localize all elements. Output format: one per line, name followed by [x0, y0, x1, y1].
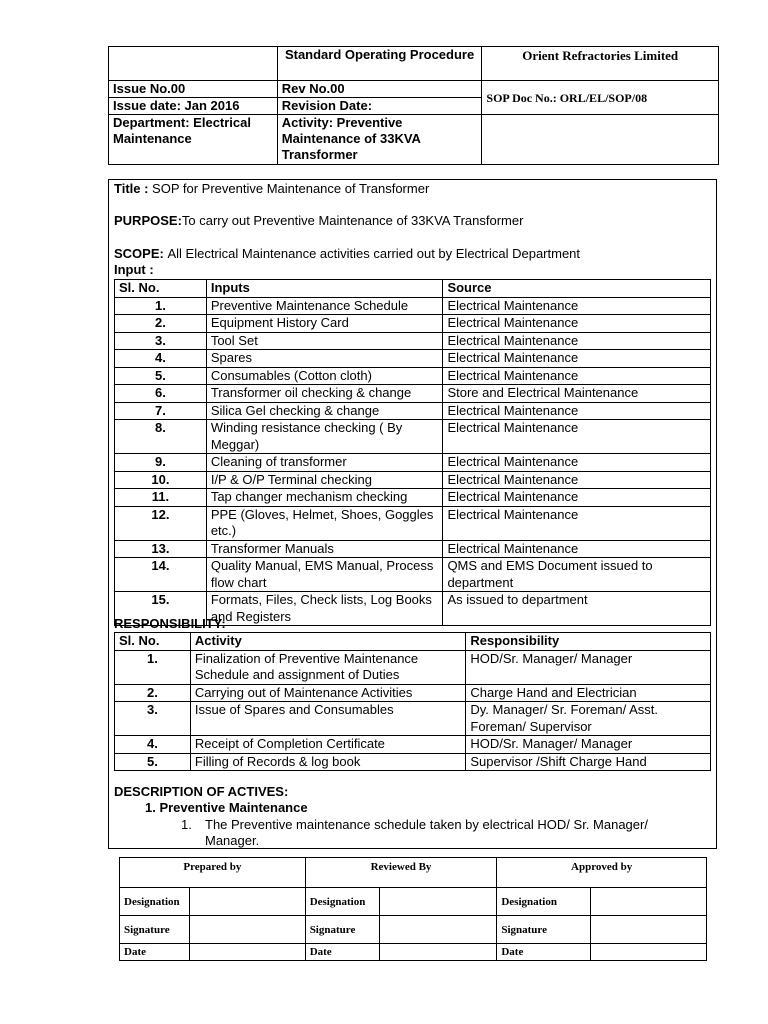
sop-title: Standard Operating Procedure: [277, 47, 482, 81]
approved-by-header: Approved by: [497, 858, 707, 888]
inputs-row: [115, 367, 711, 385]
inputs-row-sl-cell: 11.: [115, 489, 207, 507]
inputs-row-sl-cell: 7.: [115, 402, 207, 420]
resp-row-sl-cell: 1.: [115, 650, 191, 684]
header-empty-cell: [482, 115, 719, 165]
prepared-designation-label: Designation: [120, 888, 190, 916]
resp-row-responsibility-cell: HOD/Sr. Manager/ Manager: [466, 736, 711, 754]
inputs-row-source-cell: As issued to department: [443, 592, 711, 626]
inputs-row-input-cell: Cleaning of transformer: [206, 454, 443, 472]
resp-row-activity-cell: Receipt of Completion Certificate: [190, 736, 466, 754]
resp-header-responsibility: Responsibility: [466, 633, 711, 651]
inputs-row-input-cell: Tool Set: [206, 332, 443, 350]
rev-no: Rev No.00: [277, 81, 482, 98]
inputs-row-input-cell: PPE (Gloves, Helmet, Shoes, Goggles etc.): [206, 506, 443, 540]
inputs-row: [115, 315, 711, 333]
title-line: [114, 181, 429, 197]
document-header: [108, 46, 719, 165]
resp-row: [115, 650, 711, 684]
purpose-line: [114, 213, 523, 229]
reviewed-designation-label: Designation: [305, 888, 379, 916]
prepared-by-header: Prepared by: [120, 858, 306, 888]
inputs-row-input-cell: Transformer Manuals: [206, 540, 443, 558]
resp-row-sl-cell: 2.: [115, 684, 191, 702]
inputs-row-input-cell: Preventive Maintenance Schedule: [206, 297, 443, 315]
inputs-row-sl-cell: 3.: [115, 332, 207, 350]
inputs-row-source-cell: Electrical Maintenance: [443, 402, 711, 420]
inputs-row: [115, 420, 711, 454]
inputs-row-sl-cell: 2.: [115, 315, 207, 333]
inputs-row-sl-cell: 4.: [115, 350, 207, 368]
resp-row-sl-cell: 3.: [115, 702, 191, 736]
reviewed-signature-field: [379, 916, 497, 944]
inputs-row-sl-cell: 1.: [115, 297, 207, 315]
sop-doc-no: SOP Doc No.: ORL/EL/SOP/08: [482, 81, 719, 115]
inputs-row-source-cell: Electrical Maintenance: [443, 454, 711, 472]
inputs-row-source-cell: Electrical Maintenance: [443, 506, 711, 540]
inputs-row: [115, 297, 711, 315]
approval-table: [119, 857, 707, 961]
resp-row-responsibility-cell: HOD/Sr. Manager/ Manager: [466, 650, 711, 684]
inputs-row-source-cell: Electrical Maintenance: [443, 350, 711, 368]
resp-row: [115, 753, 711, 771]
sop-body: [108, 179, 717, 849]
inputs-row-source-cell: Electrical Maintenance: [443, 297, 711, 315]
inputs-row-input-cell: Quality Manual, EMS Manual, Process flow chart: [206, 558, 443, 592]
inputs-row-input-cell: Spares: [206, 350, 443, 368]
resp-row-responsibility-cell: Charge Hand and Electrician: [466, 684, 711, 702]
activity: Activity: Preventive Maintenance of 33KVA Transformer: [277, 115, 482, 165]
prepared-date-label: Date: [120, 944, 190, 961]
inputs-row: [115, 540, 711, 558]
prepared-signature-label: Signature: [120, 916, 190, 944]
inputs-row: [115, 489, 711, 507]
inputs-row-input-cell: Winding resistance checking ( By Meggar): [206, 420, 443, 454]
approved-date-field: [591, 944, 707, 961]
inputs-header-row: [115, 280, 711, 298]
inputs-row: [115, 402, 711, 420]
inputs-row: [115, 471, 711, 489]
revision-date: Revision Date:: [277, 98, 482, 115]
reviewed-signature-label: Signature: [305, 916, 379, 944]
inputs-row-sl-cell: 14.: [115, 558, 207, 592]
inputs-row-input-cell: Equipment History Card: [206, 315, 443, 333]
inputs-row-source-cell: Electrical Maintenance: [443, 471, 711, 489]
inputs-header-inputs: Inputs: [206, 280, 443, 298]
inputs-row: [115, 558, 711, 592]
company-name: Orient Refractories Limited: [482, 47, 719, 81]
prepared-designation-field: [189, 888, 305, 916]
purpose-label: PURPOSE:: [114, 213, 182, 228]
responsibility-label: RESPONSIBILITY:: [114, 616, 226, 631]
inputs-row-sl-cell: 5.: [115, 367, 207, 385]
responsibility-table: [114, 632, 711, 771]
inputs-row-input-cell: Transformer oil checking & change: [206, 385, 443, 403]
title-label: Title :: [114, 181, 153, 196]
approved-signature-label: Signature: [497, 916, 591, 944]
inputs-row-source-cell: Electrical Maintenance: [443, 489, 711, 507]
inputs-row-sl-cell: 13.: [115, 540, 207, 558]
inputs-row-source-cell: Electrical Maintenance: [443, 540, 711, 558]
inputs-row: [115, 454, 711, 472]
title-text: SOP for Preventive Maintenance of Transformer: [152, 181, 430, 196]
resp-row-activity-cell: Filling of Records & log book: [190, 753, 466, 771]
resp-row-activity-cell: Finalization of Preventive Maintenance Schedule and assignment of Duties: [190, 650, 466, 684]
inputs-row: [115, 332, 711, 350]
resp-header-sl: Sl. No.: [115, 633, 191, 651]
inputs-row-source-cell: Electrical Maintenance: [443, 315, 711, 333]
inputs-row-input-cell: I/P & O/P Terminal checking: [206, 471, 443, 489]
prepared-signature-field: [189, 916, 305, 944]
inputs-row-source-cell: Electrical Maintenance: [443, 367, 711, 385]
resp-row: [115, 684, 711, 702]
inputs-row: [115, 350, 711, 368]
inputs-row-sl-cell: 15.: [115, 592, 207, 626]
approved-designation-field: [591, 888, 707, 916]
inputs-row-input-cell: Tap changer mechanism checking: [206, 489, 443, 507]
input-label: Input :: [114, 262, 154, 277]
scope-label: SCOPE:: [114, 246, 168, 261]
resp-row: [115, 702, 711, 736]
inputs-row-source-cell: Store and Electrical Maintenance: [443, 385, 711, 403]
inputs-row-input-cell: Silica Gel checking & change: [206, 402, 443, 420]
inputs-row-sl-cell: 9.: [115, 454, 207, 472]
department: Department: Electrical Maintenance: [109, 115, 278, 165]
resp-row-activity-cell: Carrying out of Maintenance Activities: [190, 684, 466, 702]
inputs-row-source-cell: Electrical Maintenance: [443, 420, 711, 454]
resp-row-sl-cell: 5.: [115, 753, 191, 771]
inputs-row: [115, 385, 711, 403]
inputs-header-sl: Sl. No.: [115, 280, 207, 298]
purpose-text: To carry out Preventive Maintenance of 33KVA Transformer: [181, 213, 524, 228]
item-1-text-line2: Manager.: [205, 833, 260, 848]
description-label: DESCRIPTION OF ACTIVES:: [114, 784, 289, 799]
inputs-row-input-cell: Formats, Files, Check lists, Log Books and Registers: [206, 592, 443, 626]
approved-date-label: Date: [497, 944, 591, 961]
reviewed-date-label: Date: [305, 944, 379, 961]
prepared-date-field: [189, 944, 305, 961]
inputs-row-source-cell: QMS and EMS Document issued to department: [443, 558, 711, 592]
issue-date: Issue date: Jan 2016: [109, 98, 278, 115]
resp-row: [115, 736, 711, 754]
approved-designation-label: Designation: [497, 888, 591, 916]
scope-line: [114, 246, 580, 262]
inputs-row: [115, 506, 711, 540]
resp-row-sl-cell: 4.: [115, 736, 191, 754]
header-blank-cell: [109, 47, 278, 81]
inputs-row-sl-cell: 8.: [115, 420, 207, 454]
inputs-header-source: Source: [443, 280, 711, 298]
reviewed-designation-field: [379, 888, 497, 916]
scope-text: All Electrical Maintenance activities carried out by Electrical Department: [167, 246, 581, 261]
inputs-row-source-cell: Electrical Maintenance: [443, 332, 711, 350]
approved-signature-field: [591, 916, 707, 944]
reviewed-by-header: Reviewed By: [305, 858, 497, 888]
item-1-number: 1.: [181, 817, 192, 832]
reviewed-date-field: [379, 944, 497, 961]
resp-row-responsibility-cell: Dy. Manager/ Sr. Foreman/ Asst. Foreman/ Supervisor: [466, 702, 711, 736]
inputs-row-sl-cell: 6.: [115, 385, 207, 403]
inputs-table: [114, 279, 711, 626]
inputs-row-sl-cell: 12.: [115, 506, 207, 540]
issue-no: Issue No.00: [109, 81, 278, 98]
resp-header-row: [115, 633, 711, 651]
item-1-text-line1: The Preventive maintenance schedule taken by electrical HOD/ Sr. Manager/: [205, 817, 648, 832]
inputs-row-sl-cell: 10.: [115, 471, 207, 489]
inputs-row-input-cell: Consumables (Cotton cloth): [206, 367, 443, 385]
section-preventive-maintenance: 1. Preventive Maintenance: [145, 800, 308, 815]
resp-header-activity: Activity: [190, 633, 466, 651]
resp-row-responsibility-cell: Supervisor /Shift Charge Hand: [466, 753, 711, 771]
resp-row-activity-cell: Issue of Spares and Consumables: [190, 702, 466, 736]
